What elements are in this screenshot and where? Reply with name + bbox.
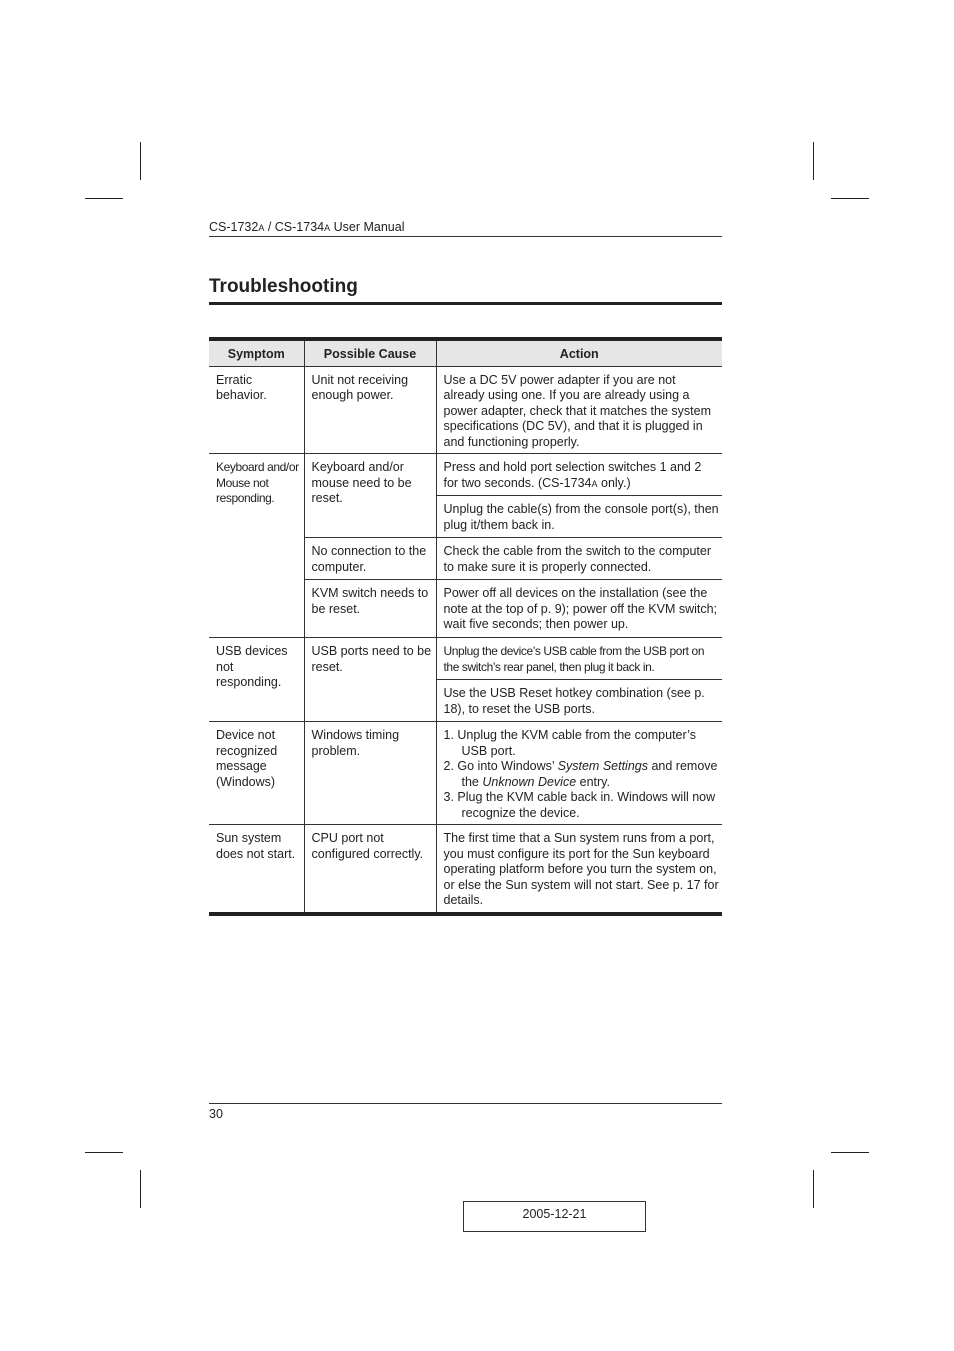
steps-list bbox=[444, 728, 720, 821]
action-text: Press and hold port selection switches 1 and 2 for two seconds. (CS-1734 bbox=[443, 460, 702, 490]
manual-label: User Manual bbox=[330, 220, 405, 234]
symptom-cell: Keyboard and/or Mouse not responding. bbox=[209, 454, 304, 638]
model-a-suffix: A bbox=[258, 223, 265, 233]
crop-mark bbox=[831, 198, 869, 199]
cause-cell: Keyboard and/or mouse need to be reset. bbox=[304, 454, 436, 538]
model-a: CS-1732 bbox=[209, 220, 259, 234]
running-header bbox=[209, 220, 722, 237]
cause-cell: No connection to the computer. bbox=[304, 538, 436, 580]
cause-cell: CPU port not configured correctly. bbox=[304, 825, 436, 914]
table-row bbox=[209, 454, 722, 496]
crop-mark bbox=[140, 1170, 141, 1208]
action-cell: Unplug the cable(s) from the console port(s), then plug it/them back in. bbox=[436, 496, 722, 538]
list-item: 3. Plug the KVM cable back in. Windows will now recognize the device. bbox=[443, 790, 716, 820]
step-text: 2. Go into Windows’ bbox=[443, 759, 558, 773]
symptom-cell: Sun system does not start. bbox=[209, 825, 304, 914]
cause-cell: KVM switch needs to be reset. bbox=[304, 580, 436, 638]
list-item: 1. Unplug the KVM cable from the computer’s USB port. bbox=[443, 728, 696, 758]
list-item bbox=[444, 759, 720, 790]
symptom-cell: USB devices not responding. bbox=[209, 638, 304, 722]
step-text: and remove the bbox=[461, 759, 718, 789]
table-header-row bbox=[209, 339, 722, 366]
table-row bbox=[209, 825, 722, 914]
table-row bbox=[209, 366, 722, 454]
column-header-cause: Possible Cause bbox=[304, 339, 436, 366]
crop-mark bbox=[813, 1170, 814, 1208]
action-cell bbox=[436, 722, 722, 825]
action-text-end: only.) bbox=[597, 475, 631, 490]
step-text: entry. bbox=[576, 774, 610, 789]
header-separator: / bbox=[264, 220, 275, 234]
crop-mark bbox=[813, 142, 814, 180]
table-row bbox=[209, 638, 722, 680]
cause-cell: Windows timing problem. bbox=[304, 722, 436, 825]
troubleshooting-table bbox=[209, 337, 722, 916]
crop-mark bbox=[85, 1152, 123, 1153]
date-stamp: 2005-12-21 bbox=[463, 1201, 646, 1232]
column-header-action: Action bbox=[436, 339, 722, 366]
crop-mark bbox=[85, 198, 123, 199]
action-cell bbox=[436, 454, 722, 496]
model-b: CS-1734 bbox=[274, 220, 325, 234]
crop-mark bbox=[140, 142, 141, 180]
step-emphasis: Unknown Device bbox=[482, 774, 577, 789]
action-cell: Check the cable from the switch to the computer to make sure it is properly connected. bbox=[436, 538, 722, 580]
page-title: Troubleshooting bbox=[209, 276, 722, 305]
action-cell: Power off all devices on the installation (see the note at the top of p. 9); power off the KVM switch; wait five seconds; then power up. bbox=[436, 580, 722, 638]
page-number: 30 bbox=[209, 1107, 223, 1121]
footer-divider bbox=[209, 1103, 722, 1104]
step-emphasis: System Settings bbox=[557, 759, 648, 773]
model-suffix: A bbox=[591, 478, 598, 489]
crop-mark bbox=[831, 1152, 869, 1153]
table-row bbox=[209, 722, 722, 825]
action-cell: Use the USB Reset hotkey combination (see p. 18), to reset the USB ports. bbox=[436, 680, 722, 722]
column-header-symptom: Symptom bbox=[209, 339, 304, 366]
model-b-suffix: A bbox=[324, 223, 331, 233]
action-cell: Unplug the device’s USB cable from the USB port on the switch’s rear panel, then plug it back in. bbox=[436, 638, 722, 680]
action-cell: Use a DC 5V power adapter if you are not already using one. If you are already using a power adapter, check that it matches the system specifications (DC 5V), and that it is plugged in and functioning properly. bbox=[436, 366, 722, 454]
cause-cell: USB ports need to be reset. bbox=[304, 638, 436, 722]
cause-cell: Unit not receiving enough power. bbox=[304, 366, 436, 454]
action-cell: The first time that a Sun system runs from a port, you must configure its port for the Sun keyboard operating platform before you turn the system on, or else the Sun system will not start. See p. 17 for details. bbox=[443, 831, 719, 907]
symptom-cell: Erratic behavior. bbox=[209, 366, 304, 454]
symptom-cell: Device not recognized message (Windows) bbox=[209, 722, 304, 825]
